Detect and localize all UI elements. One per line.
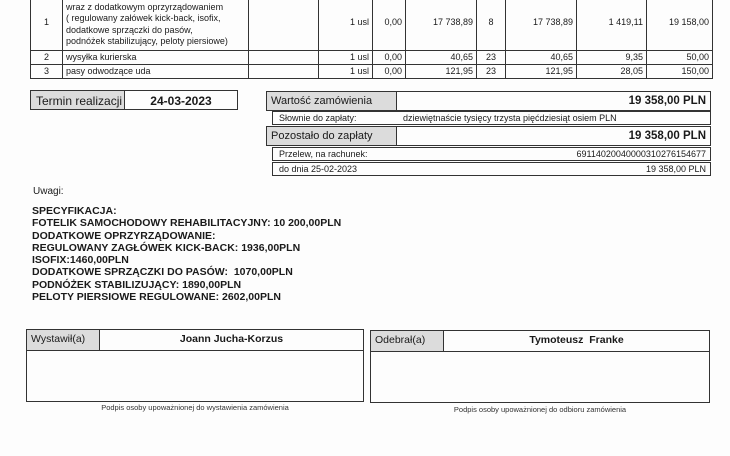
cell-vat-rate: 23: [477, 51, 506, 65]
cell-pkwiu: [249, 65, 319, 79]
due-amount: 19 358,00 PLN: [645, 164, 706, 174]
order-value: 19 358,00 PLN: [628, 95, 706, 107]
due-row: [272, 162, 711, 176]
cell-net-value: 40,65: [506, 51, 577, 65]
cell-vat-rate: 8: [477, 0, 506, 51]
cell-unit-net: 17 738,89: [406, 0, 477, 51]
transfer-label: Przelew, na rachunek:: [279, 149, 368, 159]
cell-gross-value: 19 158,00: [647, 0, 713, 51]
items-table: [30, 0, 713, 79]
cell-name: wysyłka kurierska: [63, 51, 249, 65]
cell-vat-amount: 9,35: [577, 51, 647, 65]
order-value-label: Wartość zamówienia: [267, 92, 397, 110]
specification: SPECYFIKACJA: FOTELIK SAMOCHODOWY REHABILITACYJNY: 10 200,00PLN DODATKOWE OPRZYRZĄDOWANIE: REGULOWANY ZAGŁÓWEK KICK-BACK: 1936,00PLN ISOFIX:1460,00PLN DODATKOWE SPRZĄCZKI DO PASÓW: 1070,00PLN PODNÓŻEK STABILIZUJĄCY: 1890,00PLN PELOTY PIERSIOWE REGULOWANE: 2602,00PLN: [32, 205, 342, 304]
cell-lp: 3: [31, 65, 63, 79]
transfer-row: [272, 147, 711, 161]
issuer-caption: Podpis osoby upoważnionej do wystawienia zamówienia: [101, 403, 289, 412]
in-words-label: Słownie do zapłaty:: [279, 113, 357, 123]
in-words-row: [272, 111, 711, 125]
receiver-name: Tymoteusz Franke: [529, 334, 624, 346]
issuer-label: Wystawił(a): [27, 330, 100, 350]
cell-lp: 1: [31, 0, 63, 51]
cell-vat-rate: 23: [477, 65, 506, 79]
table-row: [31, 65, 713, 79]
remaining-label: Pozostało do zapłaty: [267, 127, 397, 145]
receiver-caption: Podpis osoby upoważnionej do odbioru zamówienia: [453, 405, 627, 414]
notes-label: Uwagi:: [33, 186, 64, 197]
cell-net-value: 17 738,89: [506, 0, 577, 51]
cell-name: wraz z dodatkowym oprzyrządowaniem ( regulowany załówek kick-back, isofix, dodatkowe sprzączki do pasów, podnóżek stabilizujący, peloty piersiowe): [63, 0, 249, 51]
order-value-row: [266, 91, 711, 111]
delivery-date-box: [30, 90, 238, 110]
cell-name: pasy odwodzące uda: [63, 65, 249, 79]
receiver-signature-box: [370, 330, 710, 403]
due-label: do dnia 25-02-2023: [279, 164, 358, 174]
in-words-value: dziewiętnaście tysięcy trzysta pięćdziesiąt osiem PLN: [403, 113, 617, 123]
issuer-name: Joann Jucha-Korzus: [179, 333, 284, 345]
delivery-date-label: Termin realizacji: [31, 91, 125, 109]
table-row: [31, 51, 713, 65]
delivery-date-value: 24-03-2023: [150, 94, 212, 108]
cell-gross-value: 50,00: [647, 51, 713, 65]
cell-unit-net: 40,65: [406, 51, 477, 65]
cell-vat-amount: 1 419,11: [577, 0, 647, 51]
cell-qty: 1 usl: [319, 51, 373, 65]
cell-unit-net: 121,95: [406, 65, 477, 79]
cell-discount: 0,00: [373, 65, 406, 79]
cell-lp: 2: [31, 51, 63, 65]
cell-discount: 0,00: [373, 51, 406, 65]
cell-gross-value: 150,00: [647, 65, 713, 79]
cell-net-value: 121,95: [506, 65, 577, 79]
cell-qty: 1 usl: [319, 65, 373, 79]
remaining-row: [266, 126, 711, 146]
receiver-label: Odebrał(a): [371, 331, 444, 351]
account-number: 69114020040000310276154677: [576, 149, 706, 159]
remaining-value: 19 358,00 PLN: [628, 130, 706, 142]
table-row: [31, 0, 713, 51]
cell-vat-amount: 28,05: [577, 65, 647, 79]
issuer-signature-box: [26, 329, 364, 402]
cell-discount: 0,00: [373, 0, 406, 51]
cell-pkwiu: [249, 0, 319, 51]
cell-pkwiu: [249, 51, 319, 65]
cell-qty: 1 usl: [319, 0, 373, 51]
